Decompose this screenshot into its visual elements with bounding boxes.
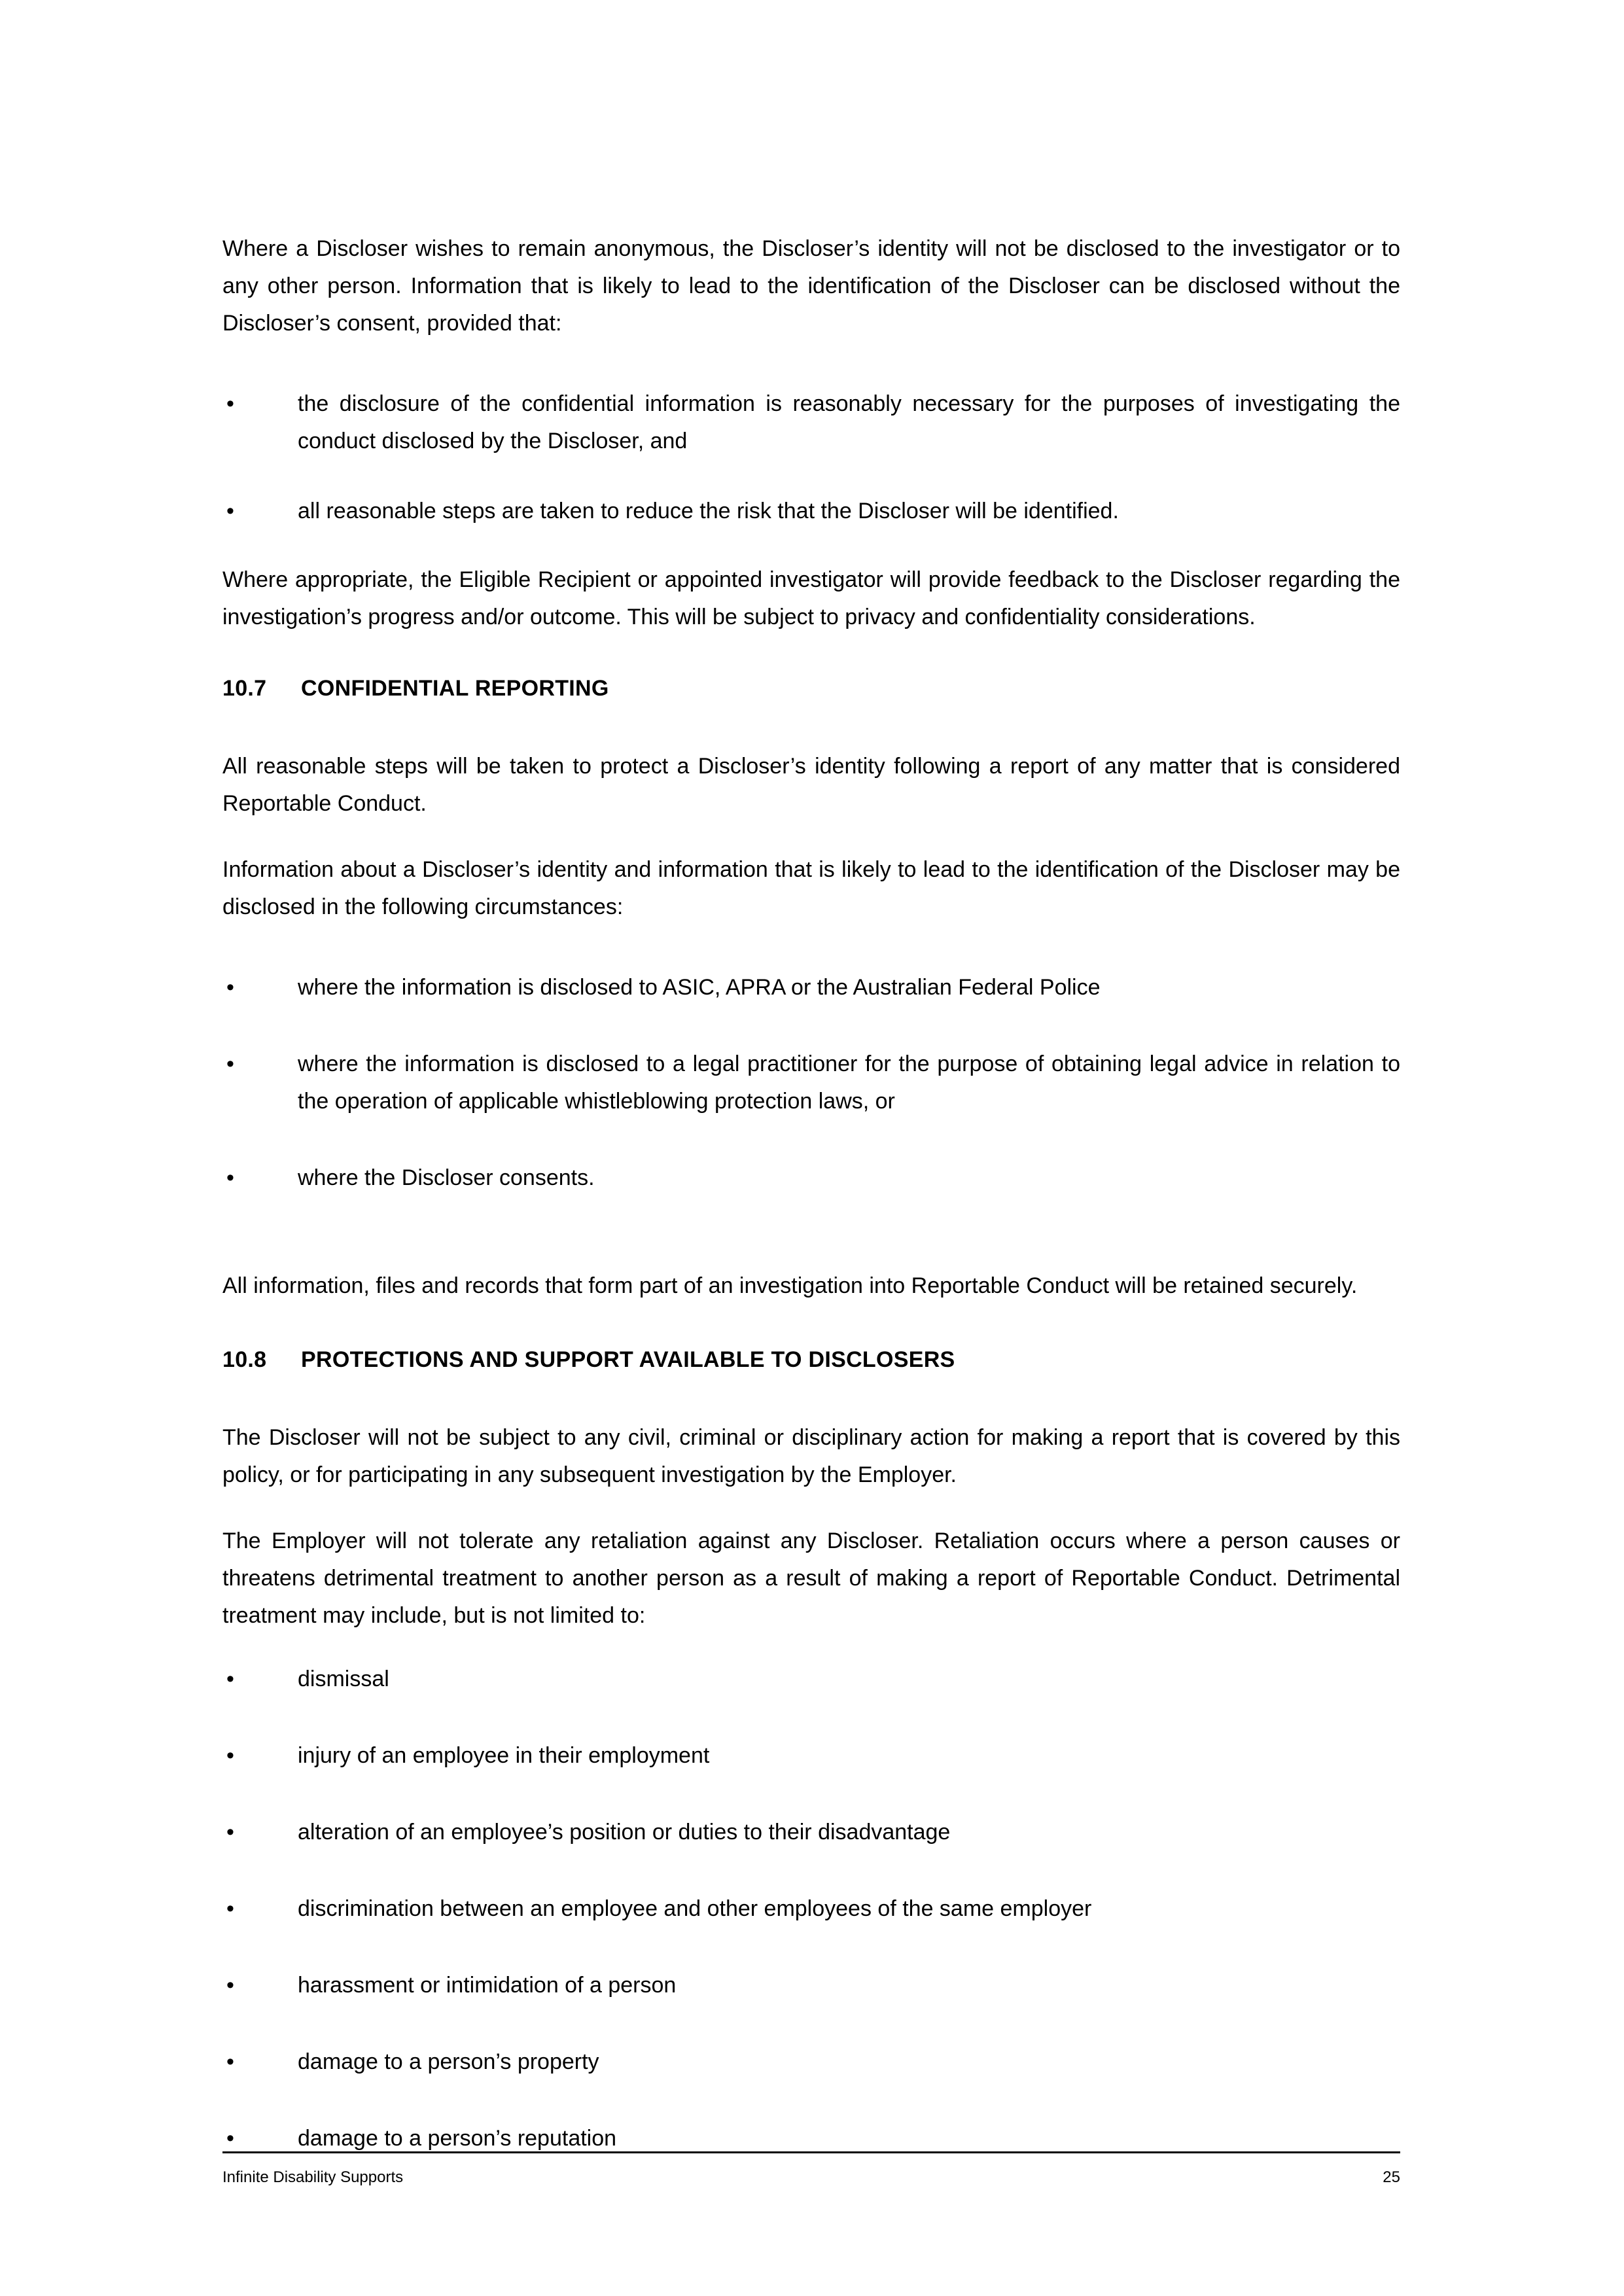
list-item-label: alteration of an employee’s position or duties to their disadvantage [298,1820,951,1845]
bullet-point-icon: • [226,2126,234,2151]
bullet-point-icon: • [226,1973,234,1998]
list-item [222,969,1400,1006]
protections-paragraph-2: The Employer will not tolerate any retaliation against any Discloser. Retaliation occurs where a person causes or threatens detrimental treatment to another person as a result of making a report of Reportable Conduct. Detrimental treatment may include, but is not limited to: [222,1528,1400,1628]
bullet-point-icon: • [226,1743,234,1768]
bullet-point-icon: • [226,1667,234,1691]
section-heading-10-8-block [222,1341,1400,1379]
page-content [222,230,1400,2197]
list-item [222,1814,1400,1851]
detrimental-treatment-bullet-list [222,1661,1400,2157]
protections-paragraph-1: The Discloser will not be subject to any civil, criminal or disciplinary action for making a report that is covered by this policy, or for participating in any subsequent investigation by the Employer. [222,1425,1400,1487]
bullet-point-icon: • [226,2049,234,2074]
section-number: 10.7 [222,676,267,701]
bullet-point-icon: • [226,1051,234,1076]
list-item-label: injury of an employee in their employment [298,1743,710,1768]
list-item-label: discrimination between an employee and other employees of the same employer [298,1896,1092,1921]
confidential-paragraph-1: All reasonable steps will be taken to protect a Discloser’s identity following a report of any matter that is considered Reportable Conduct. [222,754,1400,816]
list-item-label: damage to a person’s property [298,2049,599,2074]
list-item-label: dismissal [298,1667,389,1691]
list-item [222,1967,1400,2004]
list-item [222,1890,1400,1928]
section-title: CONFIDENTIAL REPORTING [301,676,609,701]
page-footer [222,2151,1400,2187]
intro-paragraph: Where a Discloser wishes to remain anonymous, the Discloser’s identity will not be disclosed to the investigator or to any other person. Information that is likely to lead to the identification of the Discloser can be disclosed without the Discloser’s consent, provided that: [222,236,1400,336]
footer-organisation: Infinite Disability Supports [222,2168,404,2186]
spacer [222,371,1400,385]
bullet-point-icon: • [226,975,234,1000]
section-heading-10-8 [222,1341,1400,1379]
bullet-point-icon: • [226,1165,234,1190]
section-heading-10-7 [222,670,1400,707]
bullet-point-icon: • [226,499,234,523]
list-item-label: the disclosure of the confidential information is reasonably necessary for the purposes of investigating the conduct disclosed by the Discloser, and [298,391,1400,453]
list-item [222,2043,1400,2081]
list-item [222,1046,1400,1120]
feedback-paragraph: Where appropriate, the Eligible Recipient or appointed investigator will provide feedback to the Discloser regarding the investigation’s progress and/or outcome. This will be subject to privacy and confidentiality considerations. [222,567,1400,629]
list-item-label: harassment or intimidation of a person [298,1973,677,1998]
footer-row [222,2168,1400,2187]
list-item [222,385,1400,460]
confidential-paragraph-2: Information about a Discloser’s identity and information that is likely to lead to the identification of the Discloser may be disclosed in the following circumstances: [222,857,1400,919]
list-item-label: where the Discloser consents. [298,1165,595,1190]
list-item-label: where the information is disclosed to ASIC, APRA or the Australian Federal Police [298,975,1101,1000]
list-item-label: damage to a person’s reputation [298,2126,617,2151]
list-item-label: where the information is disclosed to a legal practitioner for the purpose of obtaining legal advice in relation to the operation of applicable whistleblowing protection laws, or [298,1051,1400,1114]
list-item-label: all reasonable steps are taken to reduce the risk that the Discloser will be identified. [298,499,1119,523]
anonymity-bullet-list [222,385,1400,530]
footer-divider [222,2151,1400,2153]
records-paragraph: All information, files and records that form part of an investigation into Reportable Conduct will be retained securely. [222,1273,1358,1298]
list-item [222,1737,1400,1775]
spacer [222,955,1400,969]
disclosure-bullet-list [222,969,1400,1197]
section-title: PROTECTIONS AND SUPPORT AVAILABLE TO DISCLOSERS [301,1347,955,1372]
bullet-point-icon: • [226,1896,234,1921]
footer-page-number: 25 [1383,2168,1400,2186]
spacer [222,530,1400,561]
list-item [222,493,1400,530]
section-number: 10.8 [222,1347,267,1372]
bullet-point-icon: • [226,391,234,416]
list-item [222,1159,1400,1197]
spacer [222,1236,1400,1267]
list-item [222,1661,1400,1698]
bullet-point-icon: • [226,1820,234,1845]
section-heading-10-7-block [222,670,1400,707]
